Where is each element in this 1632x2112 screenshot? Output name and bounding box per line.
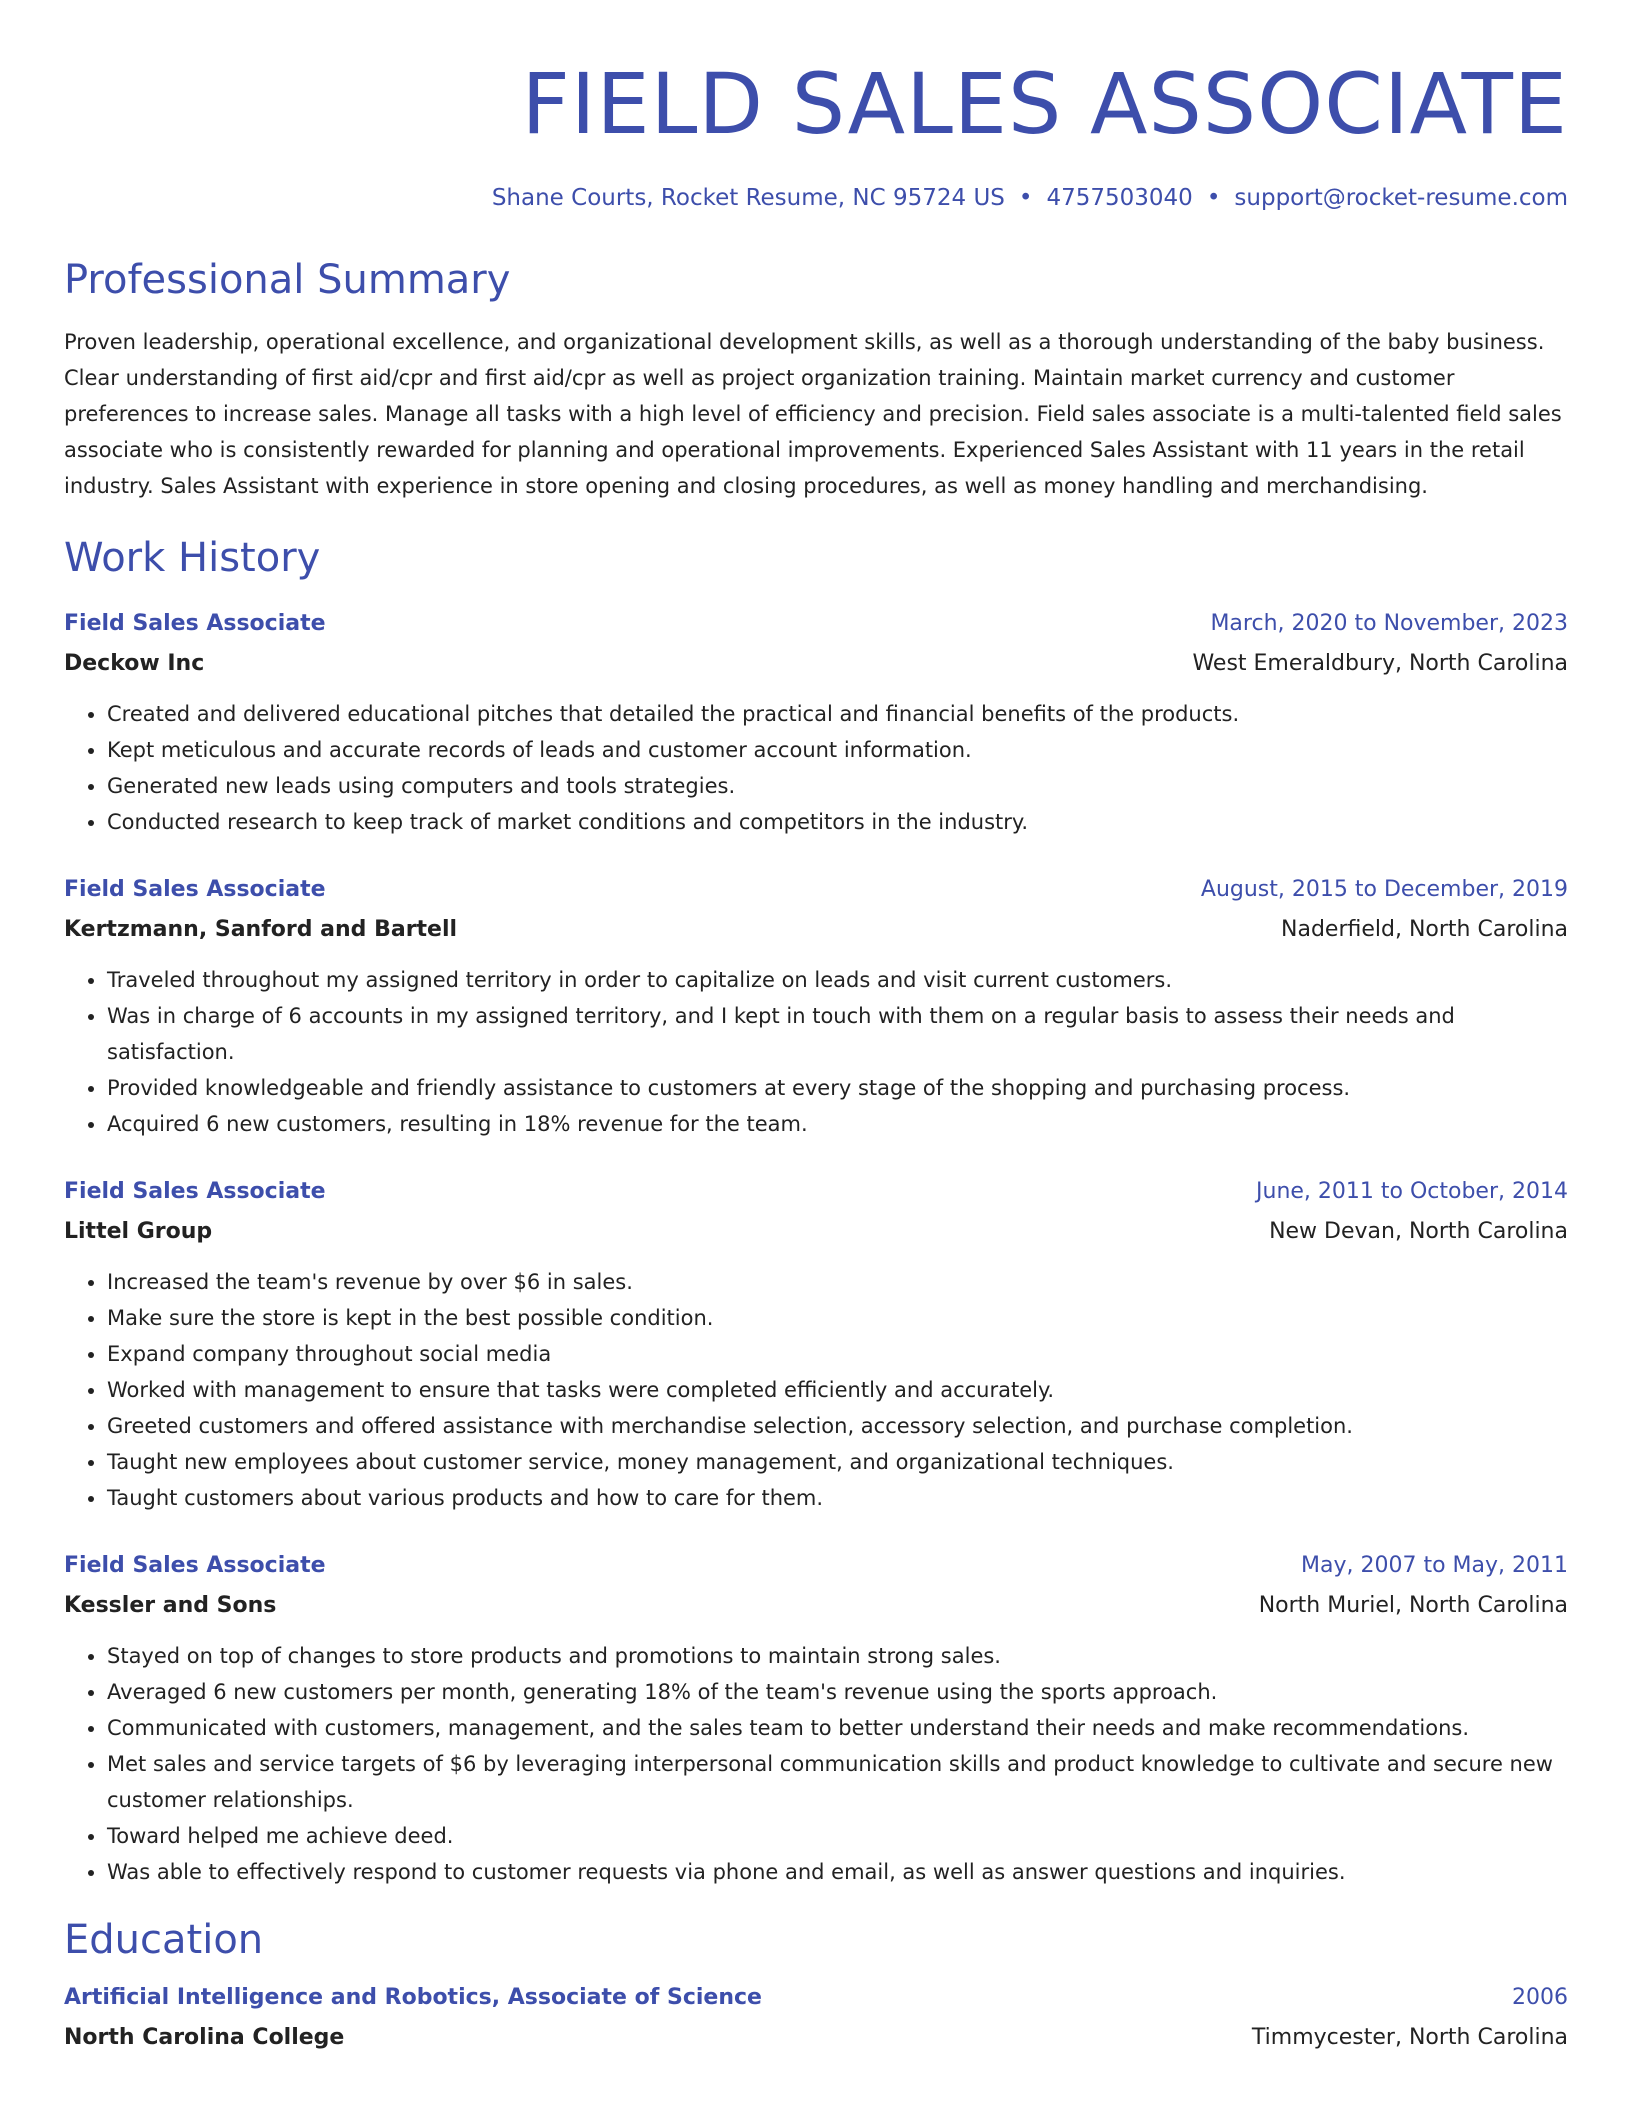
contact-email: support@rocket-resume.com <box>1234 185 1568 211</box>
job-bullet: • Kept meticulous and accurate records of leads and customer account information. <box>107 732 1568 768</box>
job-bullet-list <box>64 962 1568 1142</box>
summary-text: Proven leadership, operational excellence, and organizational development skills, as well as a thorough understanding of the baby business. Clear understanding of first aid/cpr and first aid/cpr as well as project organization training. Maintain market currency and customer preferences to increase sales. Manage all tasks with a high level of efficiency and precision. Field sales associate is a multi-talented field sales associate who is consistently rewarded for planning and operational improvements. Experienced Sales Assistant with 11 years in the retail industry. Sales Assistant with experience in store opening and closing procedures, as well as money handling and merchandising. <box>64 330 1562 498</box>
job-bullet: • Conducted research to keep track of market conditions and competitors in the industry. <box>107 804 1568 840</box>
job-header-row <box>64 870 1568 910</box>
job-company: Kessler and Sons <box>64 1593 277 1618</box>
job-bullet-list <box>64 1264 1568 1516</box>
job-bullet: • Generated new leads using computers and tools strategies. <box>107 768 1568 804</box>
education-entry <box>64 1978 1568 2058</box>
job-company-row <box>64 1212 1568 1252</box>
education-school: North Carolina College <box>64 2025 345 2050</box>
job-bullet: • Stayed on top of changes to store products and promotions to maintain strong sales. <box>107 1638 1568 1674</box>
education-location: Timmycester, North Carolina <box>1251 2025 1568 2050</box>
job-entry <box>64 870 1568 1142</box>
job-bullet: • Worked with management to ensure that tasks were completed efficiently and accurately. <box>107 1372 1568 1408</box>
job-dates: June, 2011 to October, 2014 <box>1256 1179 1568 1204</box>
job-role: Field Sales Associate <box>64 877 326 902</box>
job-dates: March, 2020 to November, 2023 <box>1210 611 1568 636</box>
job-bullet: • Toward helped me achieve deed. <box>107 1818 1568 1854</box>
job-company: Littel Group <box>64 1219 213 1244</box>
job-bullet: • Created and delivered educational pitches that detailed the practical and financial benefits of the products. <box>107 696 1568 732</box>
contact-address: Shane Courts, Rocket Resume, NC 95724 US <box>491 185 1005 211</box>
job-entry <box>64 1172 1568 1516</box>
job-bullet: • Averaged 6 new customers per month, generating 18% of the team's revenue using the sports approach. <box>107 1674 1568 1710</box>
job-entry <box>64 1546 1568 1890</box>
job-company-row <box>64 910 1568 950</box>
job-bullet: • Make sure the store is kept in the best possible condition. <box>107 1300 1568 1336</box>
education-school-row <box>64 2018 1568 2058</box>
education-header-row <box>64 1978 1568 2018</box>
job-header-row <box>64 604 1568 644</box>
job-location: North Muriel, North Carolina <box>1258 1593 1568 1618</box>
job-bullet: • Taught new employees about customer service, money management, and organizational techniques. <box>107 1444 1568 1480</box>
education-year: 2006 <box>1512 1985 1568 2010</box>
contact-line <box>64 182 1568 214</box>
job-dates: August, 2015 to December, 2019 <box>1200 877 1568 902</box>
job-bullet: • Traveled throughout my assigned territory in order to capitalize on leads and visit current customers. <box>107 962 1568 998</box>
job-bullet-list <box>64 1638 1568 1890</box>
education-heading: Education <box>64 1917 264 1963</box>
job-role: Field Sales Associate <box>64 1179 326 1204</box>
job-company-row <box>64 644 1568 684</box>
job-bullet: • Was able to effectively respond to customer requests via phone and email, as well as answer questions and inquiries. <box>107 1854 1568 1890</box>
education-degree: Artificial Intelligence and Robotics, Associate of Science <box>64 1985 762 2010</box>
job-company: Deckow Inc <box>64 651 205 676</box>
job-bullet: • Expand company throughout social media <box>107 1336 1568 1372</box>
job-location: New Devan, North Carolina <box>1269 1219 1568 1244</box>
job-bullet-list <box>64 696 1568 840</box>
job-entry <box>64 604 1568 840</box>
contact-separator: • <box>1018 185 1033 211</box>
job-header-row <box>64 1546 1568 1586</box>
job-bullet: • Acquired 6 new customers, resulting in 18% revenue for the team. <box>107 1106 1568 1142</box>
job-bullet: • Met sales and service targets of $6 by leveraging interpersonal communication skills and product knowledge to cultivate and secure new customer relationships. <box>107 1746 1568 1818</box>
job-location: Naderfield, North Carolina <box>1281 917 1568 942</box>
job-role: Field Sales Associate <box>64 1553 326 1578</box>
resume-title: FIELD SALES ASSOCIATE <box>521 55 1568 153</box>
work-history-heading: Work History <box>64 535 321 581</box>
job-company-row <box>64 1586 1568 1626</box>
contact-separator: • <box>1206 185 1221 211</box>
job-company: Kertzmann, Sanford and Bartell <box>64 917 458 942</box>
job-dates: May, 2007 to May, 2011 <box>1301 1553 1568 1578</box>
job-bullet: • Taught customers about various products and how to care for them. <box>107 1480 1568 1516</box>
job-header-row <box>64 1172 1568 1212</box>
job-bullet: • Increased the team's revenue by over $6 in sales. <box>107 1264 1568 1300</box>
job-bullet: • Communicated with customers, management, and the sales team to better understand their needs and make recommendations. <box>107 1710 1568 1746</box>
summary-heading: Professional Summary <box>64 257 511 303</box>
job-role: Field Sales Associate <box>64 611 326 636</box>
contact-phone: 4757503040 <box>1046 185 1193 211</box>
job-location: West Emeraldbury, North Carolina <box>1192 651 1568 676</box>
job-bullet: • Provided knowledgeable and friendly assistance to customers at every stage of the shopping and purchasing process. <box>107 1070 1568 1106</box>
job-bullet: • Was in charge of 6 accounts in my assigned territory, and I kept in touch with them on a regular basis to assess their needs and satisfaction. <box>107 998 1568 1070</box>
job-bullet: • Greeted customers and offered assistance with merchandise selection, accessory selection, and purchase completion. <box>107 1408 1568 1444</box>
